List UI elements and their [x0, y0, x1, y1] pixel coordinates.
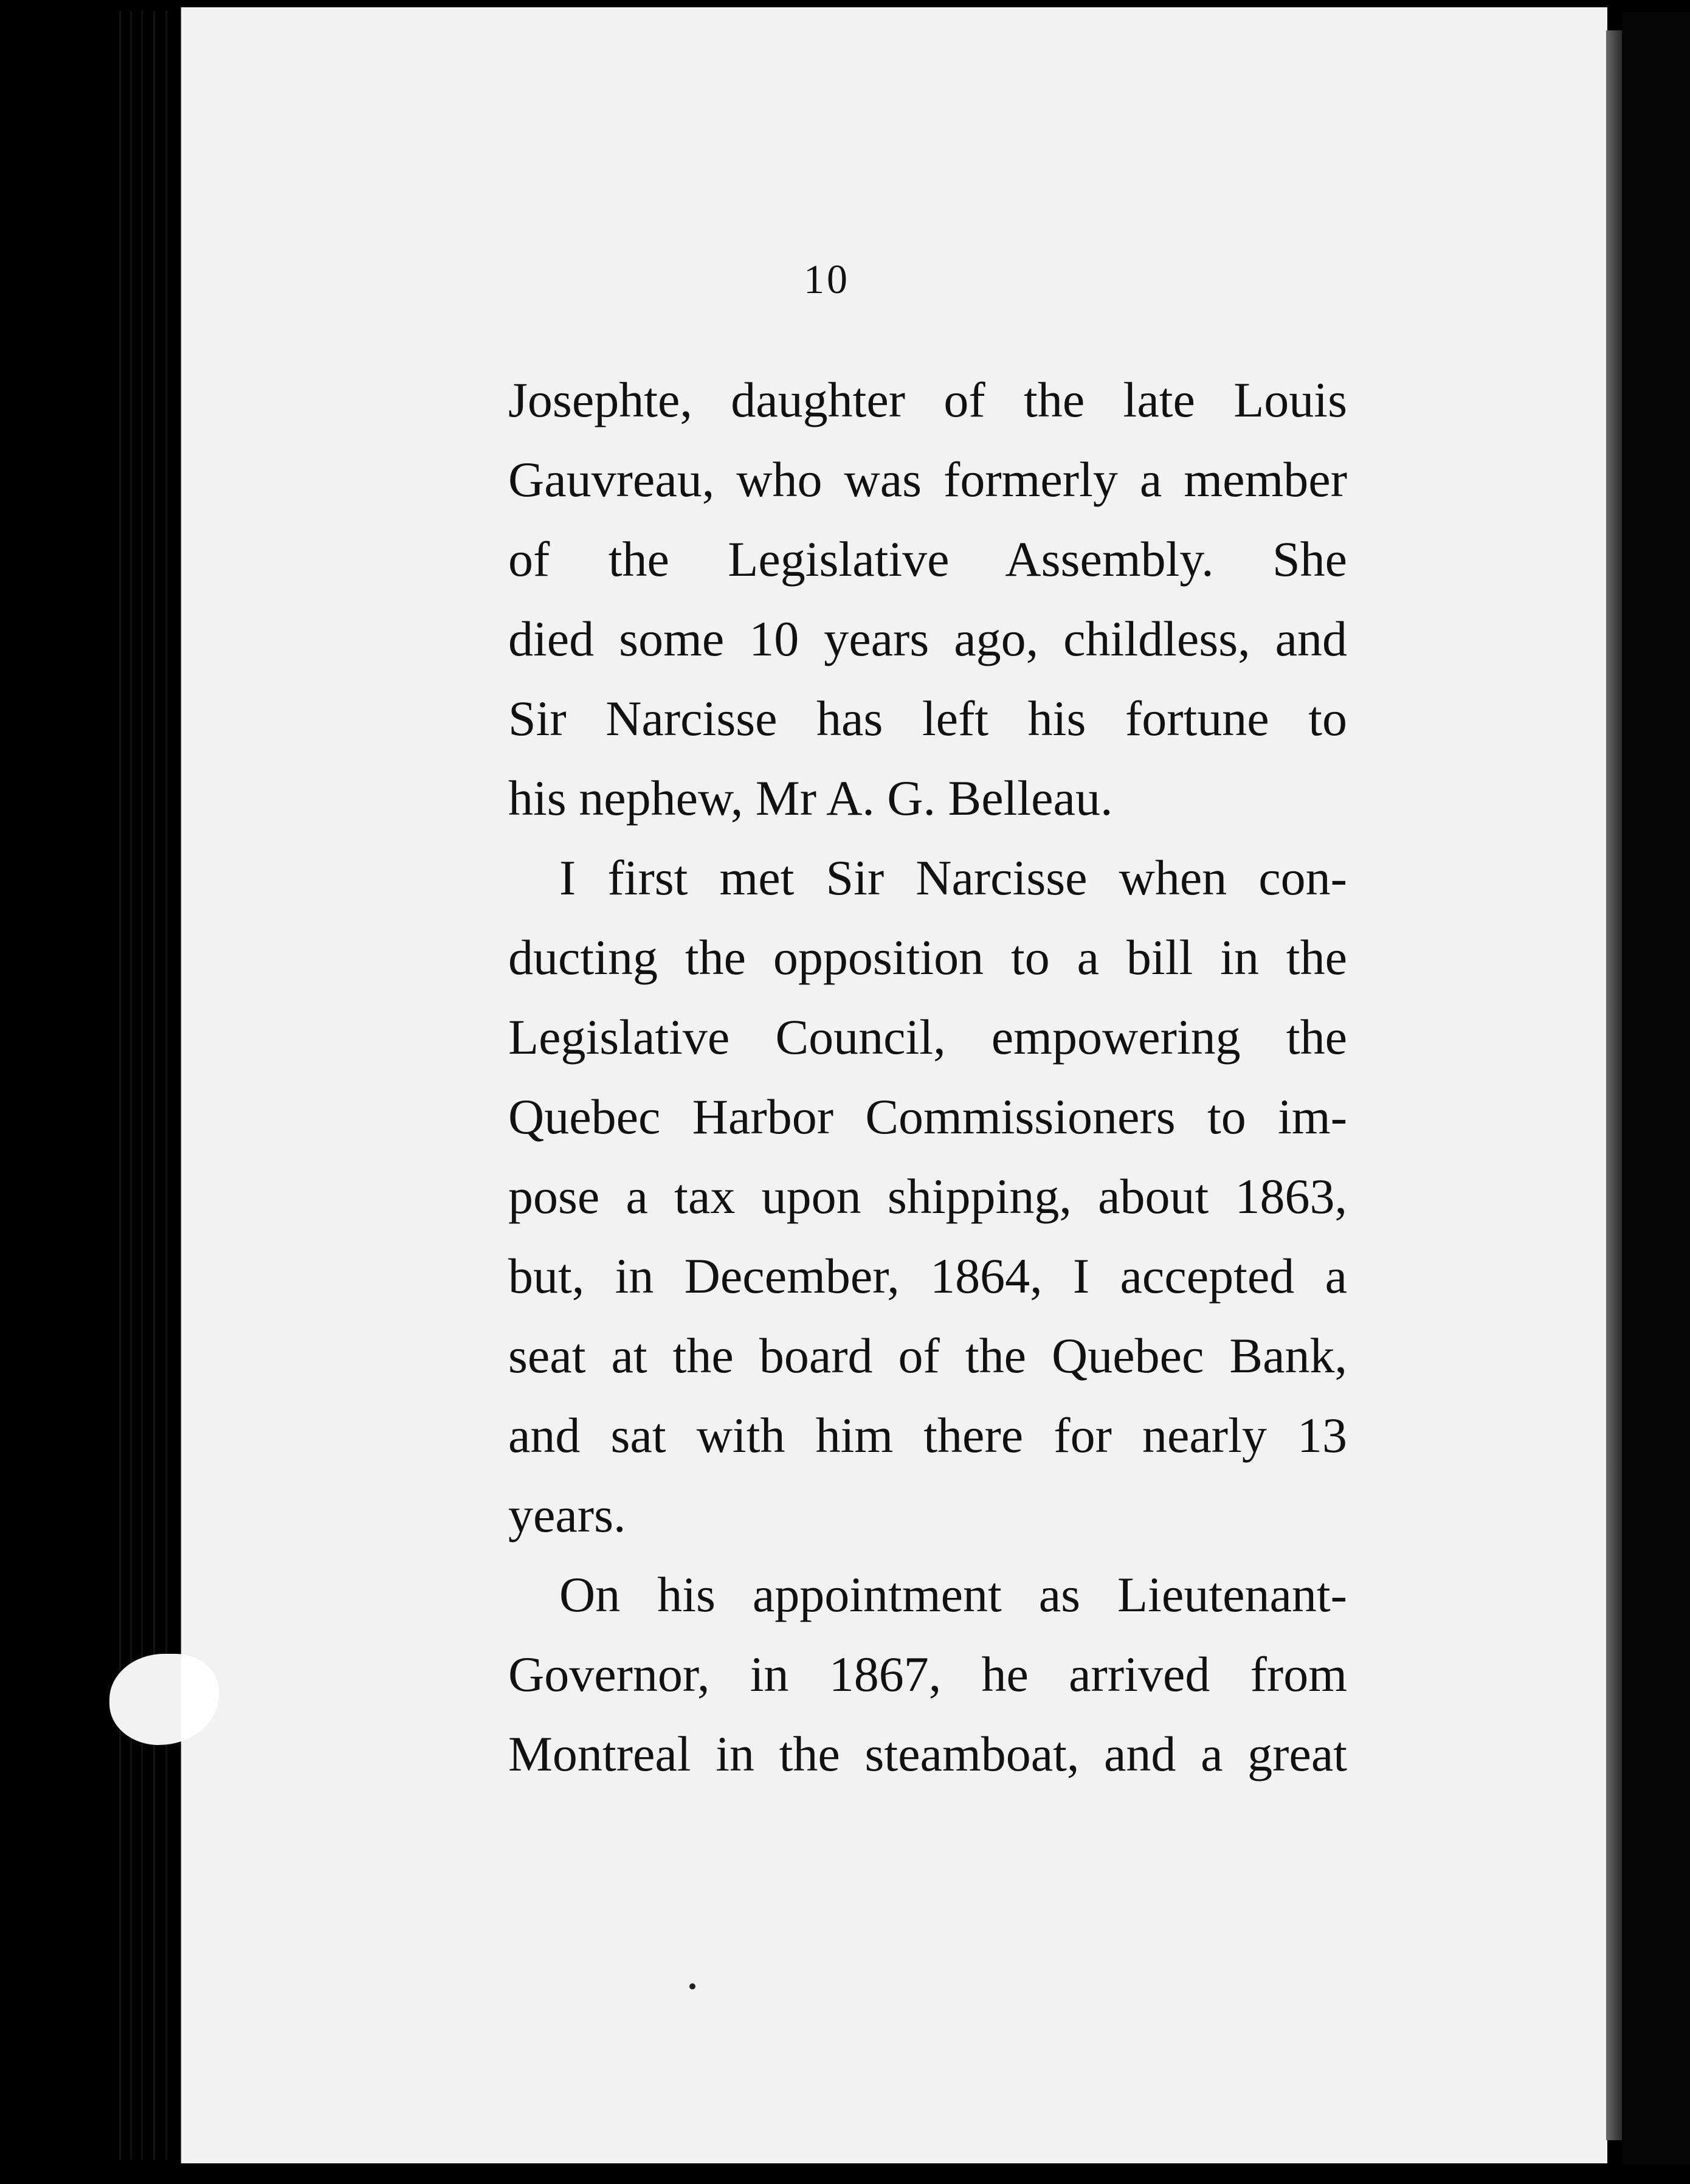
- text-line: seat at the board of the Quebec Bank,: [508, 1328, 1347, 1383]
- text-line: of the Legislative Assembly. She: [508, 531, 1347, 587]
- text-line: died some 10 years ago, childless, and: [508, 611, 1347, 666]
- text-line: I first met Sir Narcisse when con-: [559, 850, 1347, 905]
- text-line: and sat with him there for nearly 13: [508, 1408, 1347, 1463]
- text-line: his nephew, Mr A. G. Belleau.: [508, 770, 1113, 826]
- spine-shadow: [1606, 30, 1622, 2140]
- page-edge: [153, 11, 155, 2160]
- text-line: Governor, in 1867, he arrived from: [508, 1647, 1347, 1702]
- ink-speck: [689, 1983, 695, 1989]
- page-edge: [141, 11, 143, 2160]
- text-line: years.: [508, 1487, 626, 1543]
- text-line: On his appointment as Lieutenant-: [559, 1567, 1347, 1622]
- text-line: Montreal in the steamboat, and a great: [508, 1726, 1347, 1781]
- text-line: Quebec Harbor Commissioners to im-: [508, 1089, 1347, 1144]
- text-line: ducting the opposition to a bill in the: [508, 930, 1347, 985]
- page-edge: [130, 11, 132, 2160]
- text-line: Sir Narcisse has left his fortune to: [508, 691, 1347, 746]
- text-line: pose a tax upon shipping, about 1863,: [508, 1169, 1347, 1224]
- text-line: but, in December, 1864, I accepted a: [508, 1248, 1347, 1304]
- text-line: Josephte, daughter of the late Louis: [508, 372, 1347, 427]
- body-text: [508, 360, 1347, 1794]
- scan-border: [1622, 12, 1690, 2165]
- page-edge: [119, 11, 121, 2160]
- text-line: Gauvreau, who was formerly a member: [508, 452, 1347, 507]
- text-line: Legislative Council, empowering the: [508, 1009, 1347, 1065]
- page-edge: [165, 11, 167, 2160]
- page-number: 10: [804, 256, 850, 302]
